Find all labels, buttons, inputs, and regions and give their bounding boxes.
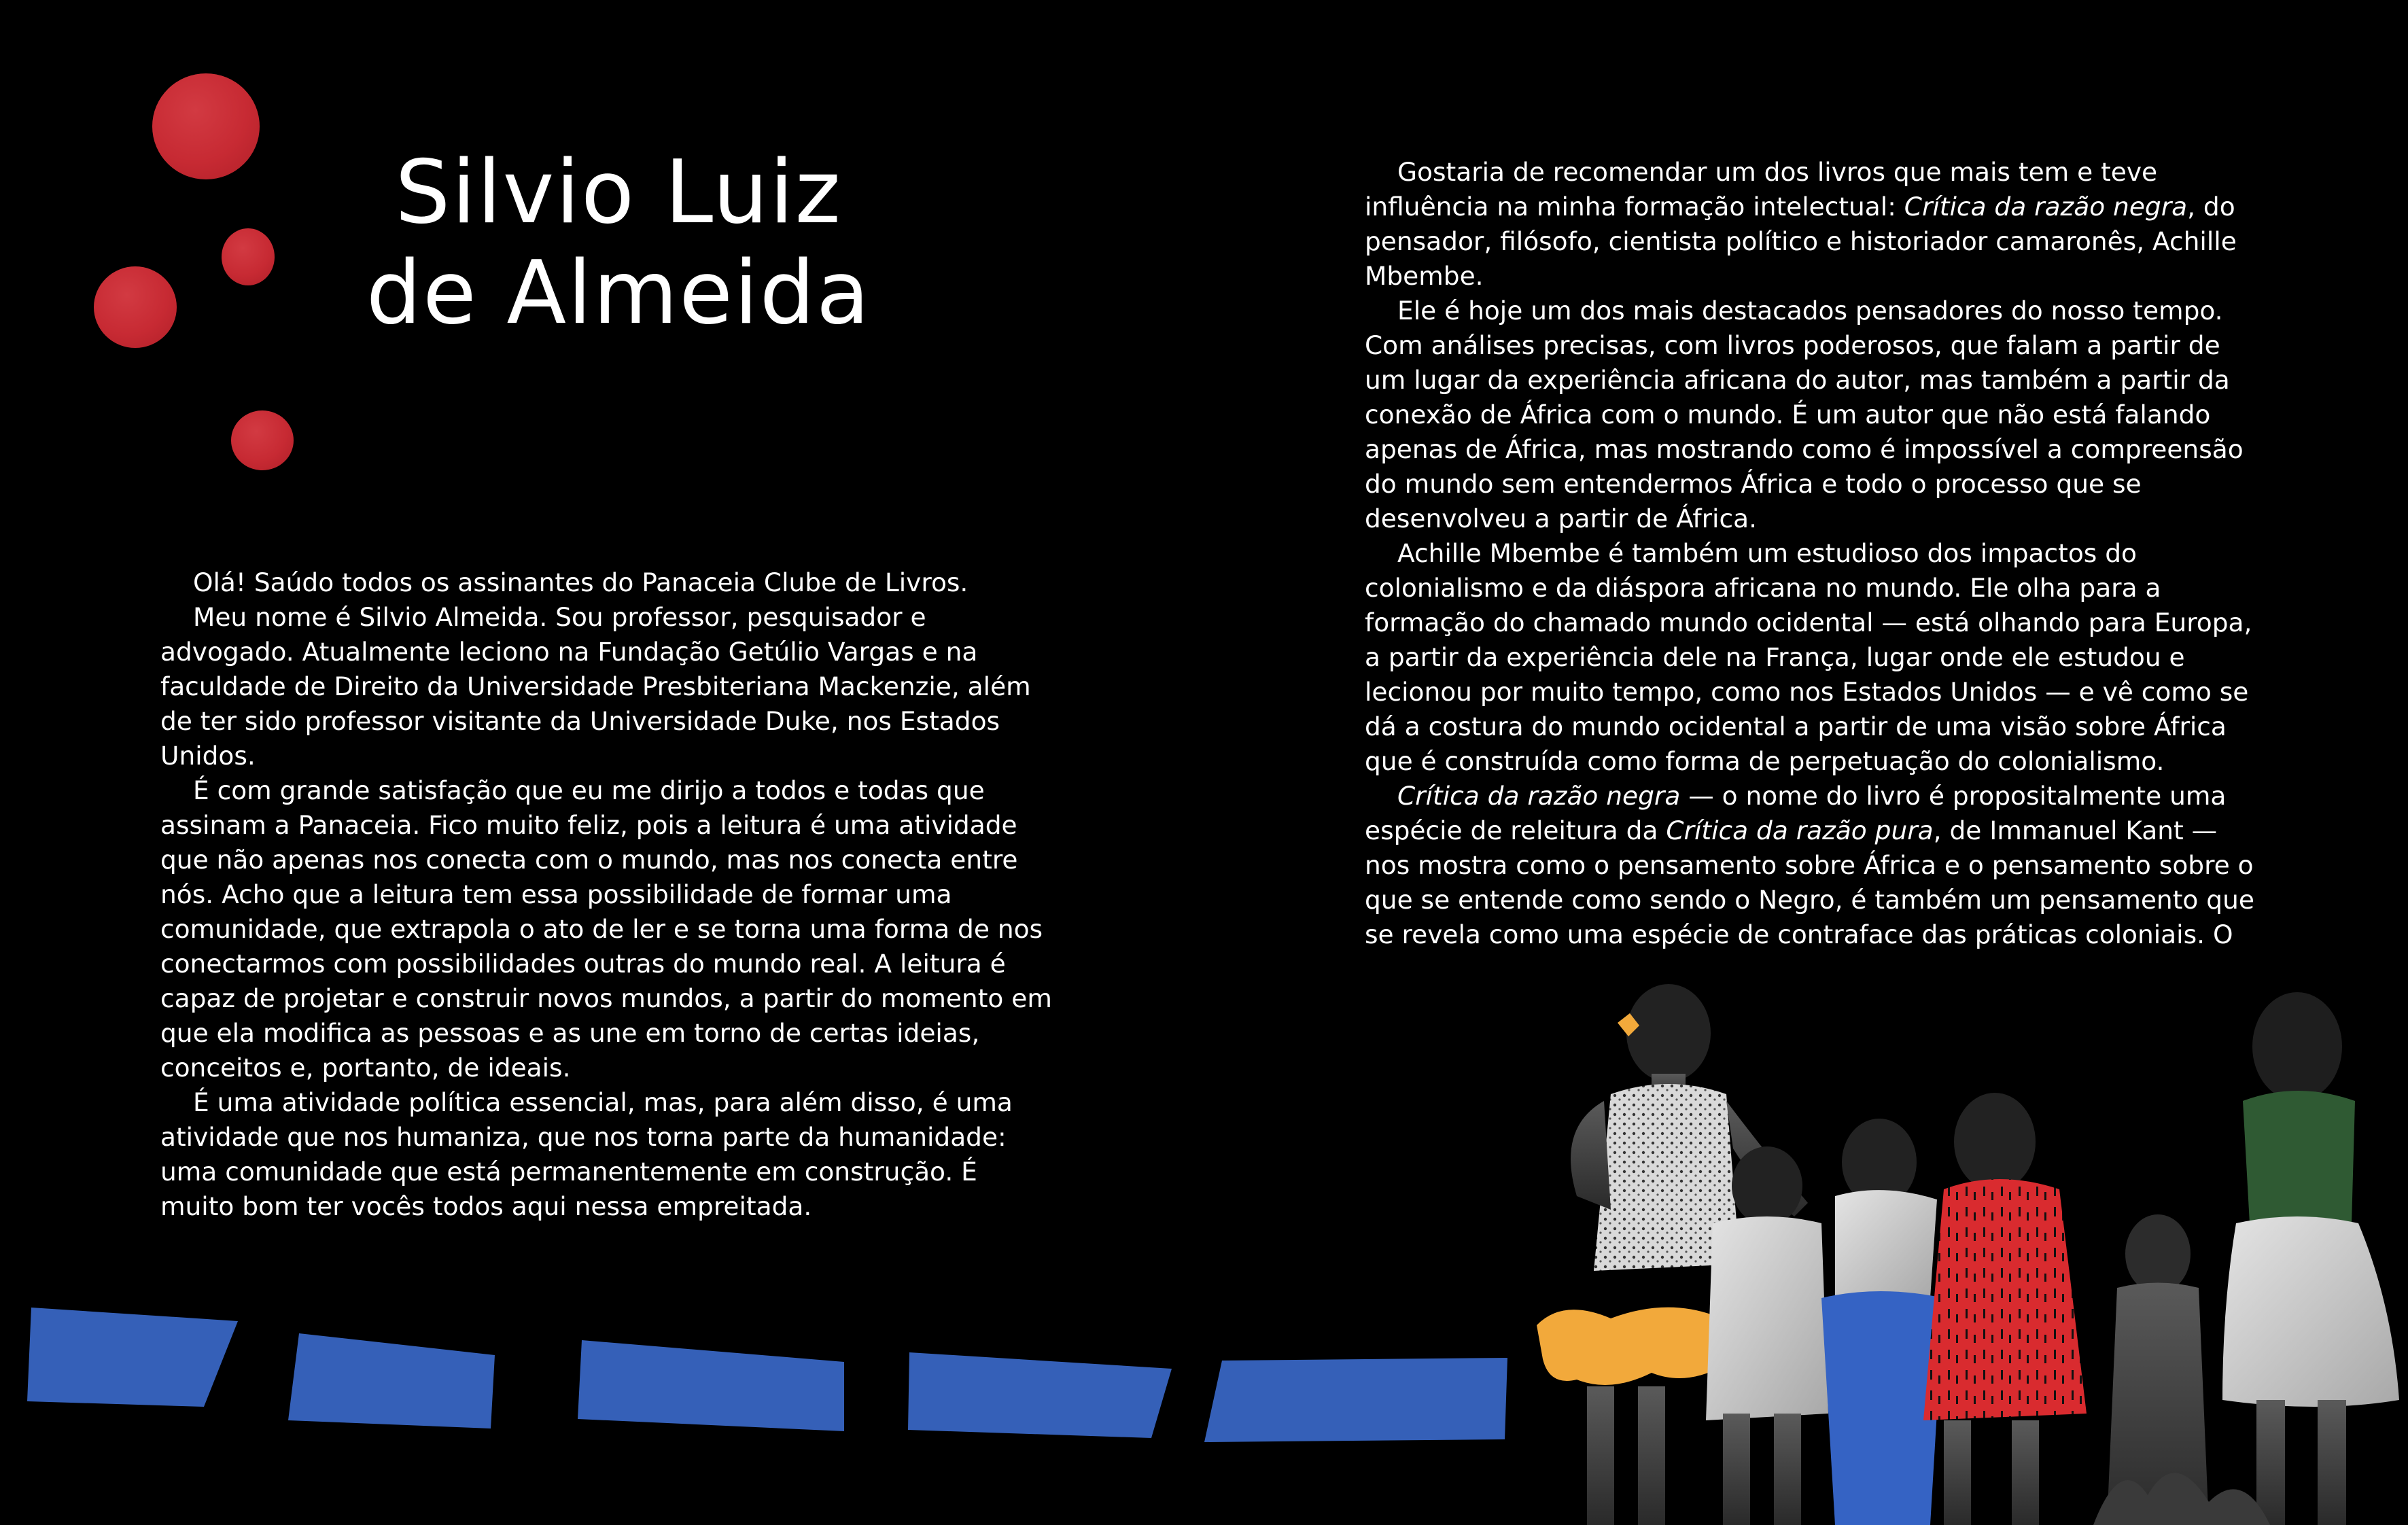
paragraph: É com grande satisfação que eu me dirijo a todos e todas que assinam a Panaceia. Fico muito feliz, pois a leitura é uma atividade que não apenas nos conecta com o mundo, mas nos conecta entre nós. Acho que a leitura tem essa possibilidade de formar uma comunidade, que extrapola o ato de ler e se torna uma forma de nos conectarmos com possibilidades outras do mundo real. A leitura é capaz de projetar e construir novos mundos, a partir do momento em que ela modifica as pessoas e as une em torno de certas ideias, conceitos e, portanto, de ideais. bbox=[160, 775, 1052, 1083]
text-run: , do pensador, filósofo, cientista político e historiador camaronês, Achille Mbembe. bbox=[1365, 192, 2237, 291]
paragraph: Olá! Saúdo todos os assinantes do Panaceia Clube de Livros. bbox=[193, 567, 969, 597]
book-title: Crítica da razão pura bbox=[1666, 816, 1934, 845]
title-line-1: Silvio Luiz bbox=[395, 142, 842, 243]
paragraph: Ele é hoje um dos mais destacados pensadores do nosso tempo. Com análises precisas, com livros poderosos, que falam a partir de um lugar da experiência africana do autor, mas também a partir da conexão de África com o mundo. É um autor que não está falando apenas de África, mas mostrando como é impossível a compreensão do mundo sem entendermos África e todo o processo que se desenvolveu a partir de África. bbox=[1365, 296, 2244, 533]
blue-stripe bbox=[908, 1352, 1172, 1438]
text-run: Gostaria de recomendar um dos livros que mais tem e teve influência na minha formação intelectual: bbox=[1365, 157, 2158, 222]
book-title: Crítica da razão negra bbox=[1397, 781, 1681, 811]
blue-stripe bbox=[27, 1308, 238, 1407]
text-run: — o nome do livro é propositalmente uma espécie de releitura da bbox=[1365, 781, 2227, 845]
blue-stripe bbox=[1204, 1358, 1507, 1442]
child-figure bbox=[1821, 1119, 1944, 1525]
blue-stripe bbox=[288, 1333, 495, 1428]
book-title: Crítica da razão negra bbox=[1904, 192, 2188, 222]
children-collage-illustration bbox=[1536, 979, 2408, 1525]
paragraph: Meu nome é Silvio Almeida. Sou professor, pesquisador e advogado. Atualmente leciono na Fundação Getúlio Vargas e na faculdade de Direito da Universidade Presbiteriana Mackenzie, além de ter sido professor visitante da Universidade Duke, nos Estados Unidos. bbox=[160, 602, 1031, 771]
paragraph: Achille Mbembe é também um estudioso dos impactos do colonialismo e da diáspora africana no mundo. Ele olha para a formação do chamado mundo ocidental — está olhando para Europa, a partir da experiência dele na França, lugar onde ele estudou e lecionou por muito tempo, como nos Estados Unidos — e vê como se dá a costura do mundo ocidental a partir de uma visão sobre África que é construída como forma de perpetuação do colonialismo. bbox=[1365, 538, 2252, 776]
child-figure bbox=[2107, 1214, 2209, 1525]
paragraph: É uma atividade política essencial, mas, para além disso, é uma atividade que nos humaniza, que nos torna parte da humanidade: uma comunidade que está permanentemente em construção. É muito bom ter vocês todos aqui nessa empreitada. bbox=[160, 1087, 1013, 1221]
blue-stripe bbox=[578, 1340, 844, 1431]
text-run: , de Immanuel Kant — nos mostra como o pensamento sobre África e o pensamento sobre o que se entende como sendo o Negro, é também um pensamento que se revela como uma espécie de contraface das práticas coloniais. O bbox=[1365, 816, 2254, 949]
child-figure bbox=[1923, 1093, 2087, 1525]
title-line-2: de Almeida bbox=[366, 243, 871, 344]
child-figure bbox=[2222, 992, 2399, 1525]
